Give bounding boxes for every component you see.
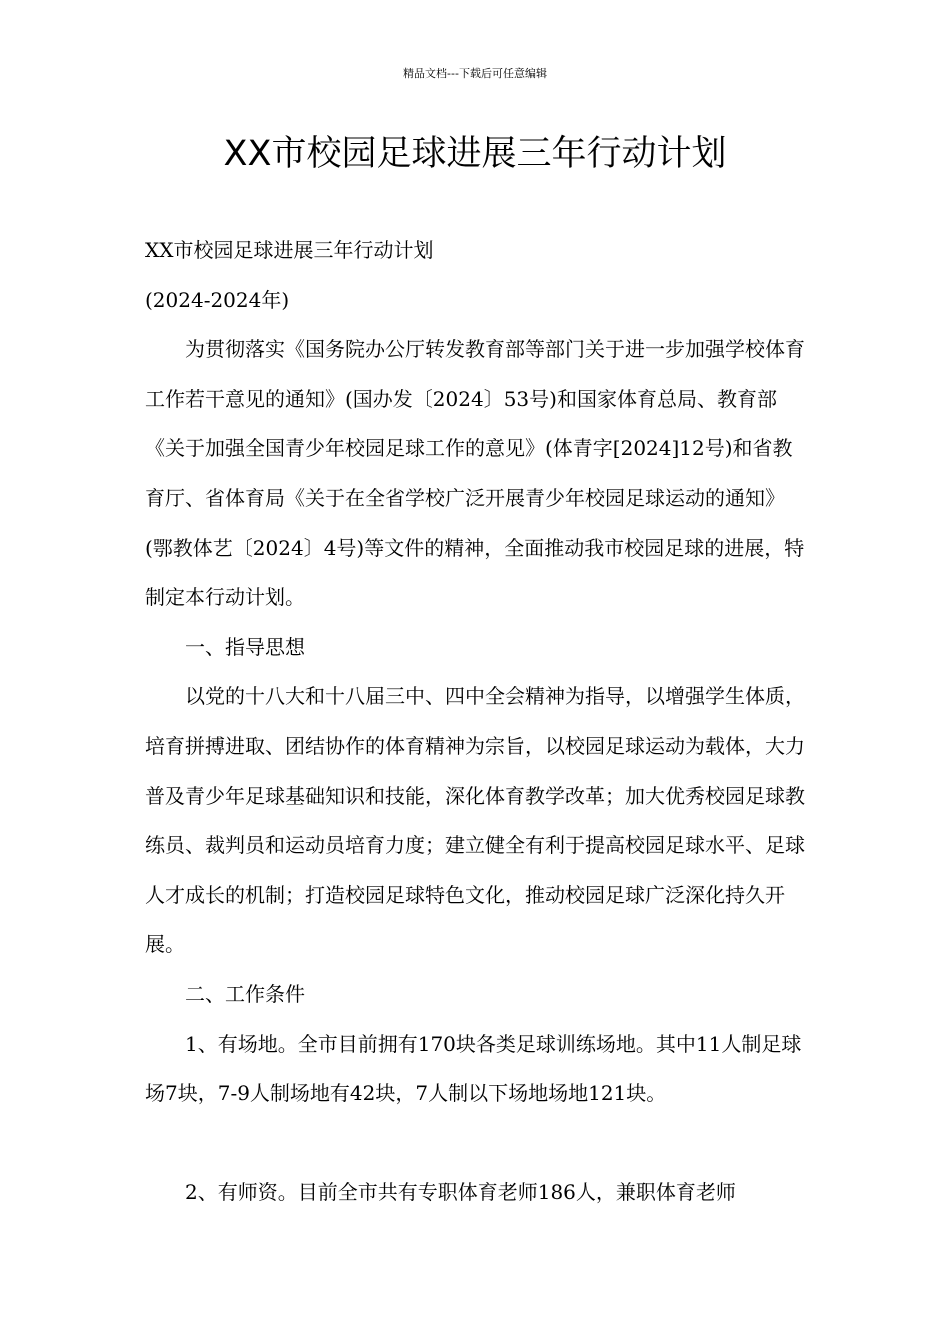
section-heading-working-conditions: 二、工作条件: [185, 981, 305, 1006]
item-teachers-paragraph: 2、有师资。目前全市共有专职体育老师186人，兼职体育老师: [185, 1180, 736, 1205]
document-title: XX市校园足球进展三年行动计划: [223, 134, 727, 174]
subtitle-paragraph: XX市校园足球进展三年行动计划: [145, 238, 434, 262]
years-paragraph: (2024-2024年): [145, 287, 290, 312]
guiding-ideology-paragraph: 以党的十八大和十八届三中、四中全会精神为指导，以增强学生体质，培育拼搏进取、团结协作的体育精神为宗旨，以校园足球运动为载体，大力普及青少年足球基础知识和技能，深化体育教学改革；加大优秀校园足球教练员、裁判员和运动员培育力度；建立健全有利于提高校园足球水平、足球人才成长的机制；打造校园足球特色文化，推动校园足球广泛深化持久开展。: [145, 684, 805, 957]
section-heading-guiding-ideology: 一、指导思想: [185, 634, 305, 659]
item-venues-paragraph: 1、有场地。全市目前拥有170块各类足球训练场地。其中11人制足球场7块，7-9人制场地有42块，7人制以下场地场地121块。: [145, 1031, 802, 1106]
header-note: 精品文档---下载后可任意编辑: [403, 67, 547, 80]
document-body: [145, 226, 810, 1218]
intro-paragraph: 为贯彻落实《国务院办公厅转发教育部等部门关于进一步加强学校体育工作若干意见的通知》(国办发〔2024〕53号)和国家体育总局、教育部《关于加强全国青少年校园足球工作的意见》(体青字[2024]12号)和省教育厅、省体育局《关于在全省学校广泛开展青少年校园足球运动的通知》(鄂教体艺〔2024〕4号)等文件的精神，全面推动我市校园足球的进展，特制定本行动计划。: [145, 337, 805, 610]
